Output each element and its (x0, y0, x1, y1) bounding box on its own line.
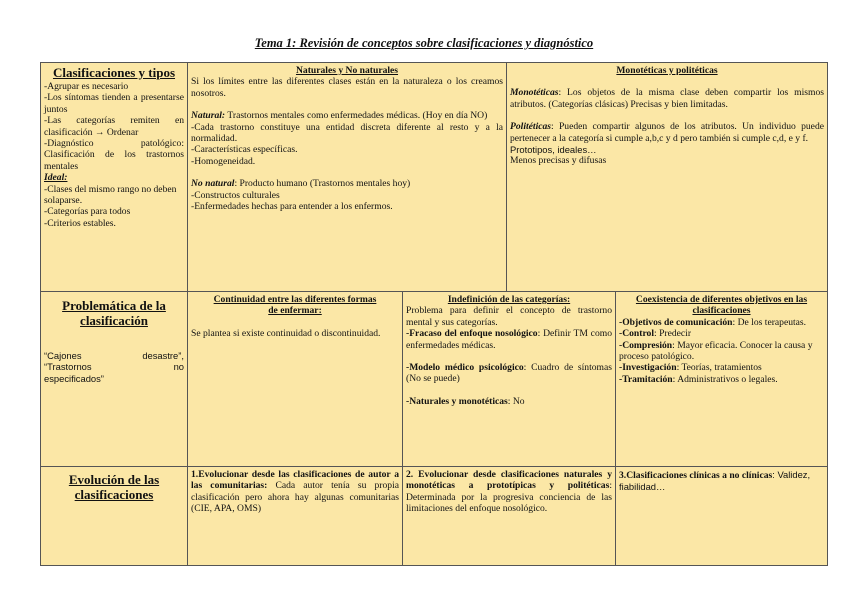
objective-item (619, 374, 824, 385)
header-continuidad: Continuidad entre las diferentes formas de enfermar: (213, 294, 377, 317)
quote-line (44, 361, 184, 372)
objective-label: -Compresión (619, 339, 673, 351)
objective-text: : Mayor eficacia. Conocer la causa y proceso patológico. (619, 339, 813, 363)
modelo-paragraph (406, 362, 612, 385)
ideal-label: Ideal: (44, 172, 68, 184)
header-clasificaciones-tipos: Clasificaciones y tipos (52, 65, 176, 80)
objective-item (619, 340, 824, 363)
objective-label: -Control (619, 328, 654, 340)
evolucion-3-paragraph (619, 469, 824, 494)
evolucion-2-paragraph (406, 469, 612, 515)
cell-coexistencia (615, 291, 828, 467)
objective-text: : De los terapeutas. (732, 316, 807, 328)
objective-text: : Administrativos o legales. (672, 373, 778, 385)
cell-evolucion (40, 466, 188, 566)
natural-label: Natural: (191, 110, 226, 122)
text-line: -Las categorías remiten en clasificación → Ordenar (44, 115, 184, 138)
objective-item (619, 317, 824, 328)
cell-naturales (187, 62, 507, 292)
fracaso-paragraph (406, 328, 612, 351)
cell-continuidad (187, 291, 403, 467)
header-naturales: Naturales y No naturales (295, 65, 399, 76)
mono-paragraph (510, 87, 824, 110)
text-line: -Clases del mismo rango no deben solaparse. (44, 183, 177, 207)
quote-line (44, 350, 184, 361)
text-line: Se plantea si existe continuidad o discontinuidad. (191, 327, 381, 339)
header-evolucion: Evolución de las clasificaciones (68, 472, 160, 502)
header-indefinicion: Indefinición de las categorías: (447, 294, 571, 305)
quote-word: desastre”, (142, 350, 184, 361)
page-title: Tema 1: Revisión de conceptos sobre clasificaciones y diagnóstico (254, 36, 594, 50)
text-line: -Constructos culturales (191, 189, 280, 201)
natural-text: Trastornos mentales como enfermedades médicas. (Hoy en día NO) (225, 110, 488, 122)
text-line: -Características específicas. (191, 144, 298, 156)
no-natural-label: No natural (191, 178, 235, 190)
mono-label: Monotéticas (510, 87, 559, 99)
cell-problematica (40, 291, 188, 467)
objective-text: : Teorías, tratamientos (676, 362, 762, 374)
mono-text: : Los objetos de la misma clase deben compartir los mismos atributos. (Categorías clásicas) Precisas y bien limitadas. (510, 87, 824, 110)
cell-clasificaciones-tipos (40, 62, 188, 292)
modelo-text: : Cuadro de síntomas (No se puede) (406, 362, 612, 385)
no-natural-paragraph (191, 178, 503, 189)
objective-label: -Objetivos de comunicación (619, 316, 733, 328)
no-natural-text: : Producto humano (Trastornos mentales hoy) (234, 178, 411, 190)
evolucion-3-text: : Validez, fiabilidad… (619, 469, 811, 493)
header-problematica: Problemática de la clasificación (62, 298, 166, 328)
evolucion-2-label: 2. Evolucionar desde clasificaciones naturales y monotéticas a prototípicas y politéticas (406, 469, 612, 492)
text-line: -Categorías para todos (44, 206, 131, 218)
text-line: -Criterios estables. (44, 217, 116, 229)
evolucion-3-label: 3.Clasificaciones clínicas a no clínicas (619, 470, 773, 481)
poli-paragraph (510, 121, 824, 144)
quote-word: “Cajones (44, 350, 82, 361)
objective-item (619, 328, 824, 339)
modelo-label: -Modelo médico psicológico (406, 362, 524, 374)
text-line: -Homogeneidad. (191, 155, 256, 167)
objective-label: -Investigación (619, 362, 677, 374)
objective-text: : Predecir (654, 328, 692, 340)
fracaso-text: : Definir TM como enfermedades médicas. (406, 328, 612, 351)
evolucion-1-text: Cada autor tenía su propia clasificación pero ahora hay algunas comunitarias (CIE, APA, OMS) (191, 480, 399, 515)
fracaso-label: -Fracaso del enfoque nosológico (406, 328, 538, 340)
evolucion-1-label: 1.Evolucionar desde las clasificaciones de autor a las comunitarias: (191, 469, 399, 492)
cell-evolucion-2 (402, 466, 616, 566)
text-line: -Diagnóstico patológico: Clasificación de los trastornos mentales (44, 138, 184, 172)
poli-label: Politéticas (510, 121, 552, 133)
text-line: -Agrupar es necesario (44, 81, 129, 92)
text-line: -Enfermedades hechas para entender a los enfermos. (191, 201, 393, 213)
header-monoteticas: Monotéticas y politéticas (616, 65, 718, 76)
quote-line: especificados” (44, 372, 104, 384)
natural-paragraph (191, 110, 503, 121)
nat-text: : No (507, 395, 525, 407)
text-line: Prototipos, ideales… (510, 144, 597, 156)
quote-word: no (173, 361, 184, 373)
cell-evolucion-1 (187, 466, 403, 566)
evolucion-1-paragraph (191, 469, 399, 515)
objective-label: -Tramitación (619, 373, 673, 385)
poli-text: : Pueden compartir algunos de los atributos. Un individuo puede pertenecer a la categoría si cumple a,b,c y d pero también si cumple c,d, e y f. (510, 121, 824, 144)
cell-monoteticas (506, 62, 828, 292)
quote-word: “Trastornos (44, 361, 92, 373)
cell-indefinicion (402, 291, 616, 467)
text-line: Si los límites entre las diferentes clases están en la naturaleza o los creamos nosotros. (191, 76, 503, 99)
header-coexistencia: Coexistencia de diferentes objetivos en las clasificaciones (635, 294, 808, 317)
nat-label: -Naturales y monotéticas (406, 395, 508, 407)
text-line: Problema para definir el concepto de trastorno mental y sus categorías. (406, 305, 612, 328)
text-line: -Los síntomas tienden a presentarse juntos (44, 92, 184, 115)
evolucion-2-text: : Determinada por la progresiva conciencia de las limitaciones del enfoque nosológico. (406, 480, 612, 515)
text-line: -Cada trastorno constituye una entidad discreta diferente al resto y a la normalidad. (191, 121, 503, 145)
text-line: Menos precisas y difusas (510, 155, 607, 167)
cell-evolucion-3 (615, 466, 828, 566)
objective-item (619, 362, 824, 373)
nat-paragraph (406, 396, 612, 407)
